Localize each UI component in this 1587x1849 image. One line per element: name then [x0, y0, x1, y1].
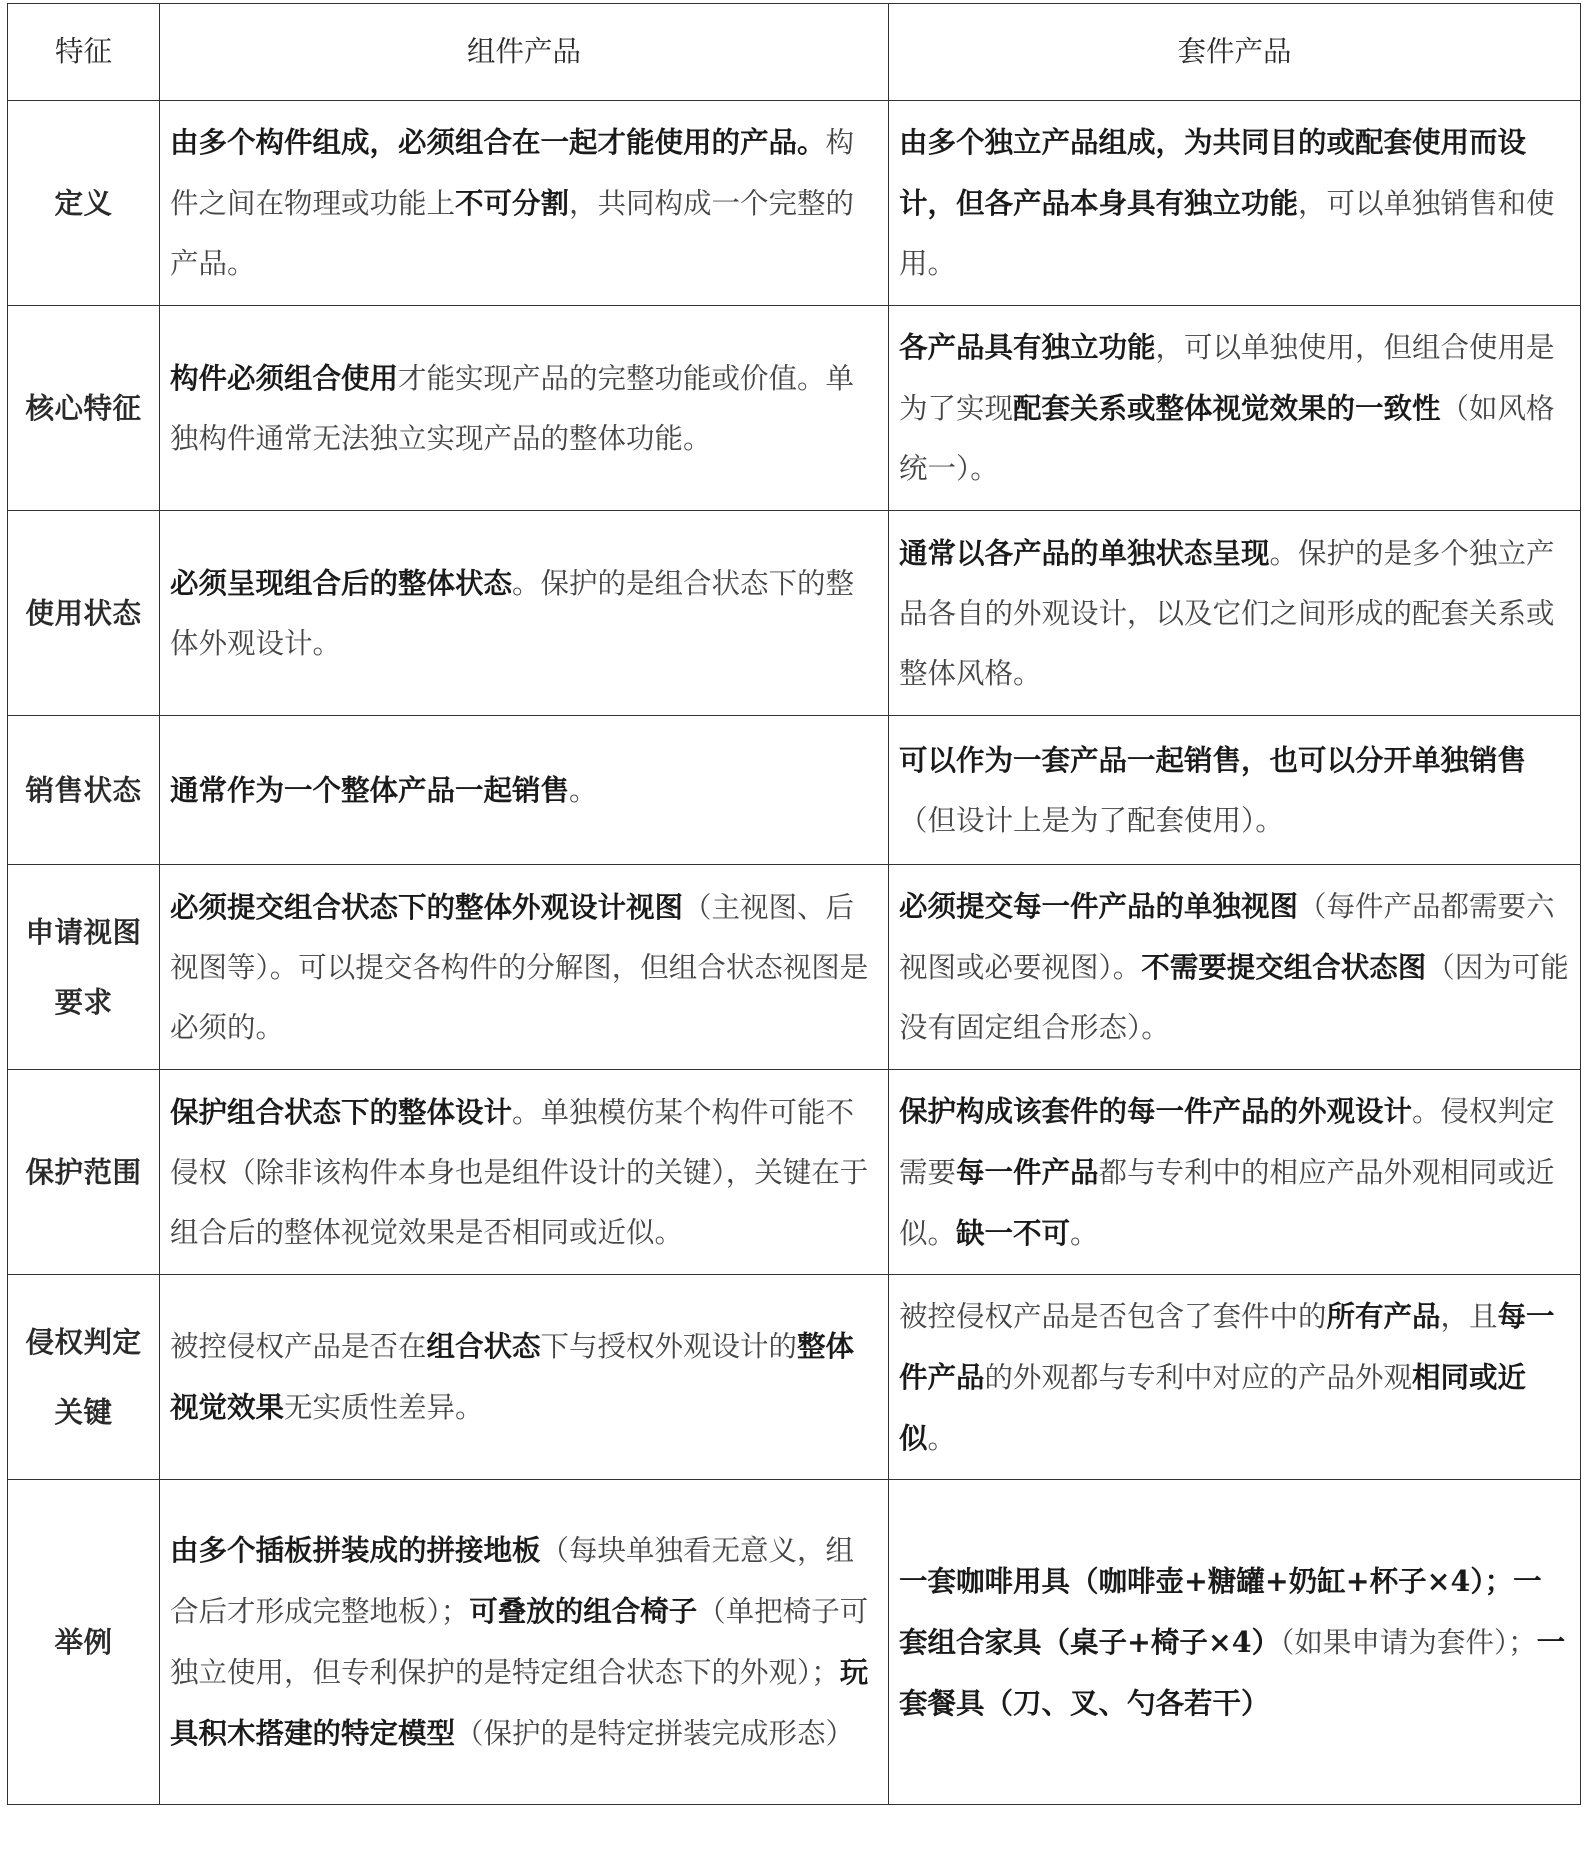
header-feature: 特征: [8, 4, 160, 101]
bold-text: 配套关系或整体视觉效果的一致性: [1013, 391, 1441, 425]
component-cell: [160, 306, 889, 511]
body-text: （因为可能没有固定组合形态）。: [899, 951, 1569, 1044]
component-cell: [160, 1275, 889, 1480]
header-kit-product: 套件产品: [889, 4, 1581, 101]
bold-text: 保护构成该套件的每一件产品的外观设计: [899, 1093, 1413, 1128]
body-text: （主视图、后视图等）。可以提交各构件的分解图，但组合状态视图是必须的。: [170, 890, 869, 1044]
kit-cell: [889, 306, 1581, 511]
body-text: 被控侵权产品是否包含了套件中的: [899, 1299, 1327, 1333]
feature-cell: 核心特征: [8, 306, 160, 511]
body-text: 。: [569, 773, 598, 807]
header-component-product: 组件产品: [160, 4, 889, 101]
body-text: 的外观都与专利中对应的产品外观: [984, 1360, 1413, 1394]
bold-text: 组合状态: [426, 1329, 541, 1363]
bold-text: 通常作为一个整体产品一起销售: [170, 772, 570, 807]
table-row: [8, 1275, 1581, 1480]
bold-text: 可叠放的组合椅子: [469, 1594, 698, 1628]
body-text: 。侵权判定需要: [899, 1094, 1555, 1189]
body-text: ，共同构成一个完整的产品。: [170, 187, 855, 280]
table-row: [8, 716, 1581, 865]
component-cell: [160, 865, 889, 1070]
bold-text: 不可分割: [455, 186, 570, 220]
body-text: （保护的是特定拼装完成形态）: [455, 1717, 855, 1750]
bold-text: 构件必须组合使用: [170, 360, 399, 395]
bold-text: 保护组合状态下的整体设计: [170, 1094, 513, 1129]
kit-cell: [889, 716, 1581, 865]
table-header-row: [8, 4, 1581, 101]
table-row: [8, 1070, 1581, 1275]
bold-text: 由多个构件组成，必须组合在一起才能使用的产品。: [170, 125, 826, 159]
body-text: （每件产品都需要六视图或必要视图）。: [899, 890, 1555, 984]
kit-cell: [889, 511, 1581, 716]
body-text: （如风格统一）。: [899, 392, 1555, 485]
bold-text: 通常以各产品的单独状态呈现: [899, 535, 1270, 570]
body-text: 。: [927, 1421, 957, 1455]
bold-text: 所有产品: [1326, 1298, 1441, 1333]
feature-cell: 举例: [8, 1480, 160, 1805]
body-text: （但设计上是为了配套使用）。: [899, 803, 1284, 837]
table-row: [8, 511, 1581, 716]
body-text: 。单独模仿某个构件可能不侵权（除非该构件本身也是组件设计的关键），关键在于组合后的整体视觉效果是否相同或近似。: [170, 1095, 869, 1249]
component-cell: [160, 511, 889, 716]
comparison-table: [7, 3, 1581, 1805]
kit-cell: [889, 1275, 1581, 1480]
kit-cell: [889, 1070, 1581, 1275]
bold-text: 相同或近似: [899, 1359, 1527, 1455]
component-cell: [160, 1480, 889, 1805]
body-text: 构件之间在物理或功能上: [170, 126, 855, 220]
body-text: 被控侵权产品是否在: [170, 1330, 427, 1363]
bold-text: 一套咖啡用具（咖啡壶+糖罐+奶缸+杯子×4）；一套组合家具（桌子+椅子×4）: [899, 1563, 1542, 1659]
bold-text: 必须提交组合状态下的整体外观设计视图: [170, 889, 684, 924]
feature-cell: 保护范围: [8, 1070, 160, 1275]
body-text: 无实质性差异。: [284, 1391, 484, 1424]
table-row: [8, 306, 1581, 511]
table-row: [8, 1480, 1581, 1805]
body-text: （如果申请为套件）；: [1280, 1625, 1537, 1659]
bold-text: 玩具积木搭建的特定模型: [170, 1655, 869, 1750]
body-text: 。: [1070, 1216, 1099, 1250]
bold-text: 必须提交每一件产品的单独视图: [899, 889, 1299, 923]
bold-text: 由多个插板拼装成的拼接地板: [170, 1533, 541, 1567]
feature-cell: 销售状态: [8, 716, 160, 865]
bold-text: 由多个独立产品组成，为共同目的或配套使用而设计，但各产品本身具有独立功能: [899, 125, 1527, 220]
feature-cell: 侵权判定关键: [8, 1275, 160, 1480]
kit-cell: [889, 101, 1581, 306]
table-row: [8, 865, 1581, 1070]
body-text: 。保护的是组合状态下的整体外观设计。: [170, 566, 855, 660]
feature-cell: 申请视图要求: [8, 865, 160, 1070]
feature-cell: 使用状态: [8, 511, 160, 716]
bold-text: 必须呈现组合后的整体状态: [170, 565, 513, 600]
table-row: [8, 101, 1581, 306]
body-text: ，可以单独使用，但组合使用是为了实现: [899, 331, 1555, 425]
bold-text: 每一件产品: [899, 1298, 1555, 1394]
kit-cell: [889, 1480, 1581, 1805]
body-text: ，可以单独销售和使用。: [899, 187, 1555, 280]
body-text: 才能实现产品的完整功能或价值。单独构件通常无法独立实现产品的整体功能。: [170, 361, 855, 455]
bold-text: 一套餐具（刀、叉、勺各若干）: [899, 1624, 1566, 1720]
bold-text: 不需要提交组合状态图: [1141, 950, 1427, 984]
body-text: （单把椅子可独立使用，但专利保护的是特定组合状态下的外观）；: [170, 1595, 869, 1689]
component-cell: [160, 101, 889, 306]
feature-cell: 定义: [8, 101, 160, 306]
component-cell: [160, 1070, 889, 1275]
body-text: 。保护的是多个独立产品各自的外观设计，以及它们之间形成的配套关系或整体风格。: [899, 536, 1555, 690]
bold-text: 缺一不可: [956, 1215, 1071, 1250]
bold-text: 各产品具有独立功能: [899, 330, 1156, 364]
bold-text: 每一件产品: [956, 1154, 1099, 1189]
bold-text: 可以作为一套产品一起销售，也可以分开单独销售: [899, 742, 1527, 777]
body-text: 下与授权外观设计的: [540, 1330, 798, 1363]
component-cell: [160, 716, 889, 865]
bold-text: 整体视觉效果: [170, 1329, 855, 1424]
body-text: 都与专利中的相应产品外观相同或近似。: [899, 1155, 1555, 1250]
body-text: （每块单独看无意义，组合后才形成完整地板）；: [170, 1534, 855, 1628]
kit-cell: [889, 865, 1581, 1070]
body-text: ，且: [1440, 1299, 1498, 1333]
